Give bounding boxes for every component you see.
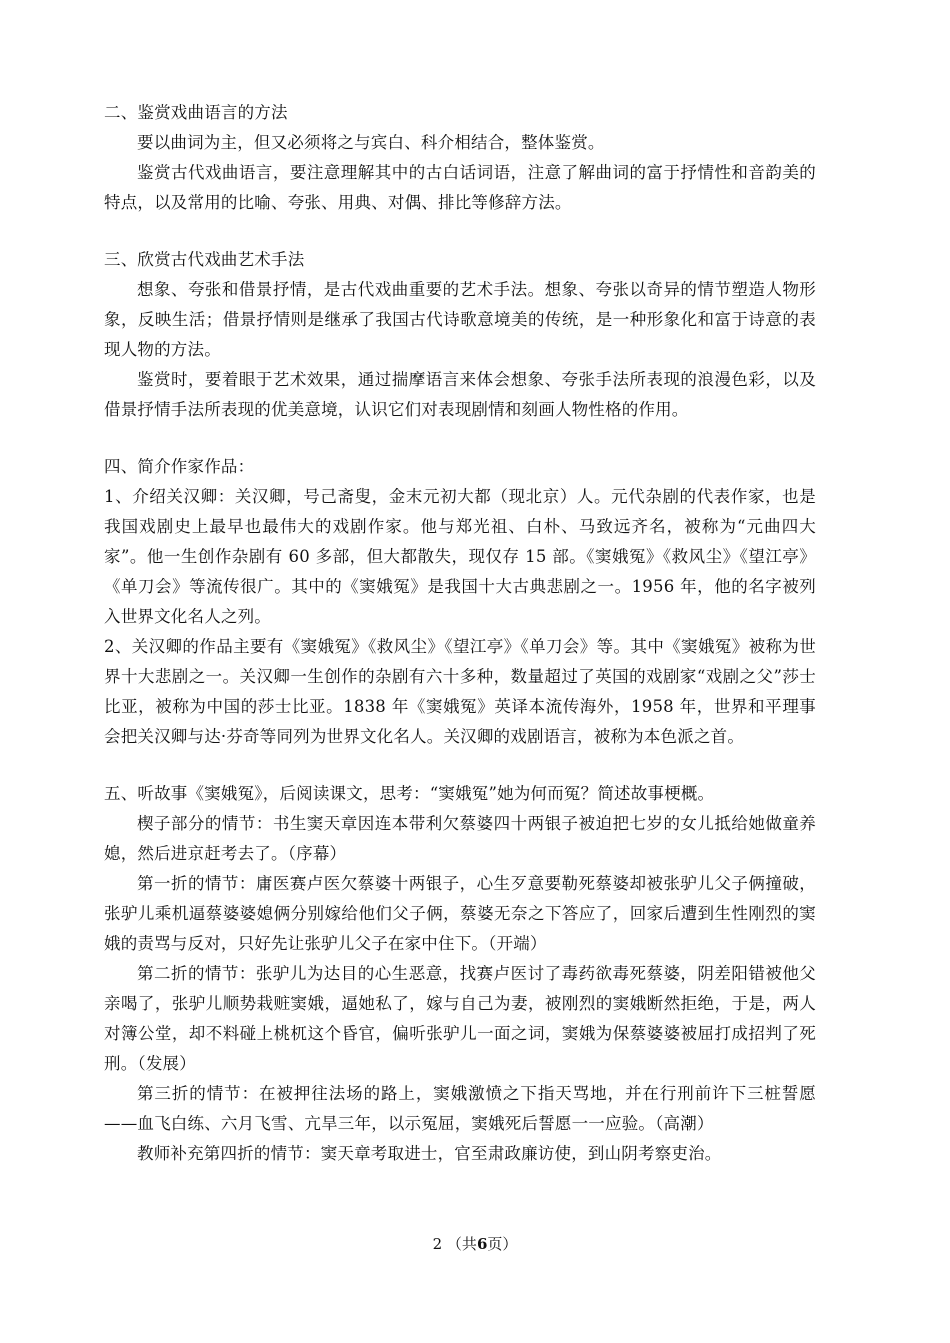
paragraph: 鉴赏古代戏曲语言，要注意理解其中的古白话词语，注意了解曲词的富于抒情性和音韵美的特点，以及常用的比喻、夸张、用典、对偶、排比等修辞方法。	[104, 163, 816, 212]
page-total-open: （共	[446, 1235, 477, 1253]
numbered-item: 2、关汉卿的作品主要有《窦娥冤》《救风尘》《望江亭》《单刀会》等。其中《窦娥冤》被称为世界十大悲剧之一。关汉卿一生创作的杂剧有六十多种，数量超过了英国的戏剧家“戏剧之父”莎士比亚，被称为中国的莎士比亚。1838 年《窦娥冤》英译本流传海外，1958 年，世界和平理事会把关汉卿与达·芬奇等同列为世界文化名人。关汉卿的戏剧语言，被称为本色派之首。	[104, 637, 816, 746]
paragraph: 第一折的情节：庸医赛卢医欠蔡婆十两银子，心生歹意要勒死蔡婆却被张驴儿父子俩撞破，张驴儿乘机逼蔡婆婆媳俩分别嫁给他们父子俩，蔡婆无奈之下答应了，回家后遭到生性刚烈的窦娥的责骂与反对，只好先让张驴儿父子在家中住下。（开端）	[104, 874, 816, 953]
paragraph: 想象、夸张和借景抒情，是古代戏曲重要的艺术手法。想象、夸张以奇异的情节塑造人物形象，反映生活；借景抒情则是继承了我国古代诗歌意境美的传统，是一种形象化和富于诗意的表现人物的方法。	[104, 280, 816, 359]
paragraph: 楔子部分的情节：书生窦天章因连本带利欠蔡婆四十两银子被迫把七岁的女儿抵给她做童养媳，然后进京赶考去了。（序幕）	[104, 814, 816, 863]
section-heading: 五、听故事《窦娥冤》，后阅读课文，思考：“窦娥冤”她为何而冤？简述故事梗概。	[104, 784, 715, 803]
page-total: 6	[476, 1235, 488, 1253]
document-body	[104, 98, 816, 1196]
paragraph: 第三折的情节：在被押往法场的路上，窦娥激愤之下指天骂地，并在行刑前许下三桩誓愿——血飞白练、六月飞雪、亢旱三年，以示冤屈，窦娥死后誓愿一一应验。（高潮）	[104, 1084, 816, 1133]
section-heading: 三、欣赏古代戏曲艺术手法	[104, 250, 305, 269]
section-story-summary	[104, 779, 816, 1169]
paragraph: 鉴赏时，要着眼于艺术效果，通过揣摩语言来体会想象、夸张手法所表现的浪漫色彩，以及借景抒情手法所表现的优美意境，认识它们对表现剧情和刻画人物性格的作用。	[104, 370, 816, 419]
page-number: 2	[432, 1235, 443, 1253]
page-footer	[0, 1233, 950, 1255]
section-art-techniques	[104, 245, 816, 425]
section-drama-language	[104, 98, 816, 218]
numbered-item: 1、介绍关汉卿：关汉卿，号己斋叟，金末元初大都（现北京）人。元代杂剧的代表作家，也是我国戏剧史上最早也最伟大的戏剧作家。他与郑光祖、白朴、马致远齐名，被称为“元曲四大家”。他一生创作杂剧有 60 多部，但大都散失，现仅存 15 部。《窦娥冤》《救风尘》《望江亭》《单刀会》等流传很广。其中的《窦娥冤》是我国十大古典悲剧之一。1956 年，他的名字被列入世界文化名人之列。	[104, 487, 816, 626]
paragraph: 第二折的情节：张驴儿为达目的心生恶意，找赛卢医讨了毒药欲毒死蔡婆，阴差阳错被他父亲喝了，张驴儿顺势栽赃窦娥，逼她私了，嫁与自己为妻，被刚烈的窦娥断然拒绝，于是，两人对簿公堂，却不料碰上桃杌这个昏官，偏听张驴儿一面之词，窦娥为保蔡婆婆被屈打成招判了死刑。（发展）	[104, 964, 816, 1073]
section-heading: 二、鉴赏戏曲语言的方法	[104, 103, 288, 122]
page-total-close: 页）	[487, 1235, 518, 1253]
section-heading: 四、简介作家作品：	[104, 457, 255, 476]
section-author-intro	[104, 452, 816, 752]
paragraph: 要以曲词为主，但又必须将之与宾白、科介相结合，整体鉴赏。	[137, 133, 605, 152]
paragraph: 教师补充第四折的情节：窦天章考取进士，官至肃政廉访使，到山阴考察吏治。	[137, 1144, 722, 1163]
